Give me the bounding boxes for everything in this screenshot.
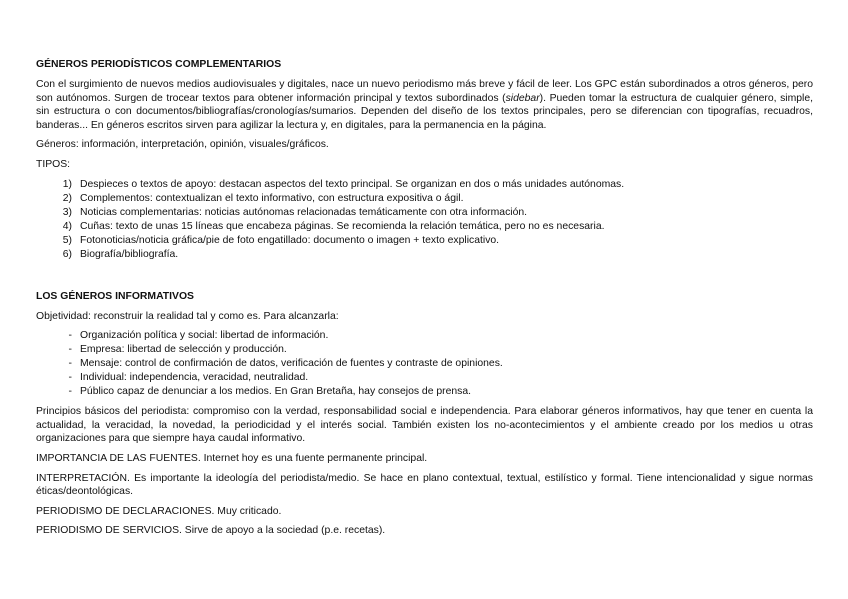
objectivity-line: Objetividad: reconstruir la realidad tal y como es. Para alcanzarla: [36, 310, 339, 322]
list-item-text: Complementos: contextualizan el texto informativo, con estructura expositiva o ágil. [80, 192, 464, 204]
list-marker-gap [72, 248, 80, 262]
condition-list-item [36, 329, 813, 343]
list-marker-gap [72, 220, 80, 234]
type-list-item [36, 248, 813, 262]
list-item-text: Despieces o textos de apoyo: destacan aspectos del texto principal. Se organizan en dos o más unidades autónomas. [80, 178, 625, 190]
list-marker: - [68, 372, 72, 384]
intro-italic-term: sidebar [505, 92, 540, 104]
list-marker-gap [72, 192, 80, 206]
list-item-text: Cuñas: texto de unas 15 líneas que encabeza páginas. Se recomienda la relación temática, pero no es necesaria. [80, 220, 605, 232]
type-list-item [36, 178, 813, 192]
list-item-text: Público capaz de denunciar a los medios. En Gran Bretaña, hay consejos de prensa. [80, 386, 472, 398]
list-marker-gap [72, 385, 80, 399]
list-item-text: Mensaje: control de confirmación de datos, verificación de fuentes y contraste de opiniones. [80, 358, 503, 370]
declarations-line: PERIODISMO DE DECLARACIONES. Muy criticado. [36, 505, 282, 517]
list-marker: - [68, 386, 72, 398]
sources-line: IMPORTANCIA DE LAS FUENTES. Internet hoy es una fuente permanente principal. [36, 452, 428, 464]
types-list [36, 178, 813, 262]
condition-list-item [36, 371, 813, 385]
types-label: TIPOS: [36, 158, 71, 170]
list-marker: 6) [62, 248, 72, 260]
list-marker-gap [72, 371, 80, 385]
list-marker: 5) [62, 234, 72, 246]
type-list-item [36, 192, 813, 206]
type-list-item [36, 206, 813, 220]
list-marker-gap [72, 357, 80, 371]
document-page [36, 58, 813, 544]
services-line: PERIODISMO DE SERVICIOS. Sirve de apoyo a la sociedad (p.e. recetas). [36, 525, 386, 537]
section-heading-informativos: LOS GÉNEROS INFORMATIVOS [36, 290, 194, 302]
list-marker: 1) [62, 178, 72, 190]
list-marker: - [68, 344, 72, 356]
list-marker: 4) [62, 220, 72, 232]
genres-line: Géneros: información, interpretación, opinión, visuales/gráficos. [36, 139, 329, 151]
intro-paragraph [36, 78, 813, 132]
principles-paragraph: Principios básicos del periodista: compromiso con la verdad, responsabilidad social e independencia. Para elaborar géneros informativos, hay que tener en cuenta la actualidad, la veracidad, la novedad, la periodicidad y el interés social. También existen los no-acontecimientos y el ambiente creado por los medios u otras organizaciones para que siempre haya caudal informativo. [36, 406, 813, 445]
intro-text-start: Con el surgimiento de nuevos medios audiovisuales y digitales, nace un nuevo periodismo más breve y fácil de leer. Los GPC están subordinados a otros géneros, pero son autónomos. Surgen de trocear textos para obtener información principal y textos subordinados ( [36, 79, 813, 104]
type-list-item [36, 220, 813, 234]
conditions-list [36, 329, 813, 399]
list-marker-gap [72, 343, 80, 357]
section-heading-complementarios: GÉNEROS PERIODÍSTICOS COMPLEMENTARIOS [36, 59, 282, 70]
list-item-text: Empresa: libertad de selección y producción. [80, 344, 287, 356]
list-item-text: Biografía/bibliografía. [80, 248, 179, 260]
list-item-text: Organización política y social: libertad de información. [80, 330, 329, 342]
list-marker: - [68, 330, 72, 342]
list-marker: - [68, 358, 72, 370]
list-marker-gap [72, 178, 80, 192]
list-item-text: Fotonoticias/noticia gráfica/pie de foto engatillado: documento o imagen + texto explicativo. [80, 234, 500, 246]
condition-list-item [36, 343, 813, 357]
list-item-text: Individual: independencia, veracidad, neutralidad. [80, 372, 309, 384]
list-item-text: Noticias complementarias: noticias autónomas relacionadas temáticamente con otra información. [80, 206, 528, 218]
intro-text-end: ). Pueden tomar la estructura de cualquier género, simple, sin estructura o con documentos/bibliografías/cronologías/sumarios. Dependen del diseño de los textos principales, pero se diferencian con tipografías, recuadros, banderas... En géneros escritos sirven para agilizar la lectura y, en digitales, para la permanencia en la página. [36, 92, 813, 131]
list-marker: 3) [62, 206, 72, 218]
list-marker-gap [72, 329, 80, 343]
section-spacer [36, 268, 813, 290]
interpretation-paragraph: INTERPRETACIÓN. Es importante la ideología del periodista/medio. Se hace en plano contextual, textual, estilístico y formal. Tiene intencionalidad y sigue normas éticas/deontológicas. [36, 472, 813, 498]
condition-list-item [36, 357, 813, 371]
condition-list-item [36, 385, 813, 399]
list-marker-gap [72, 234, 80, 248]
type-list-item [36, 234, 813, 248]
list-marker: 2) [62, 192, 72, 204]
list-marker-gap [72, 206, 80, 220]
